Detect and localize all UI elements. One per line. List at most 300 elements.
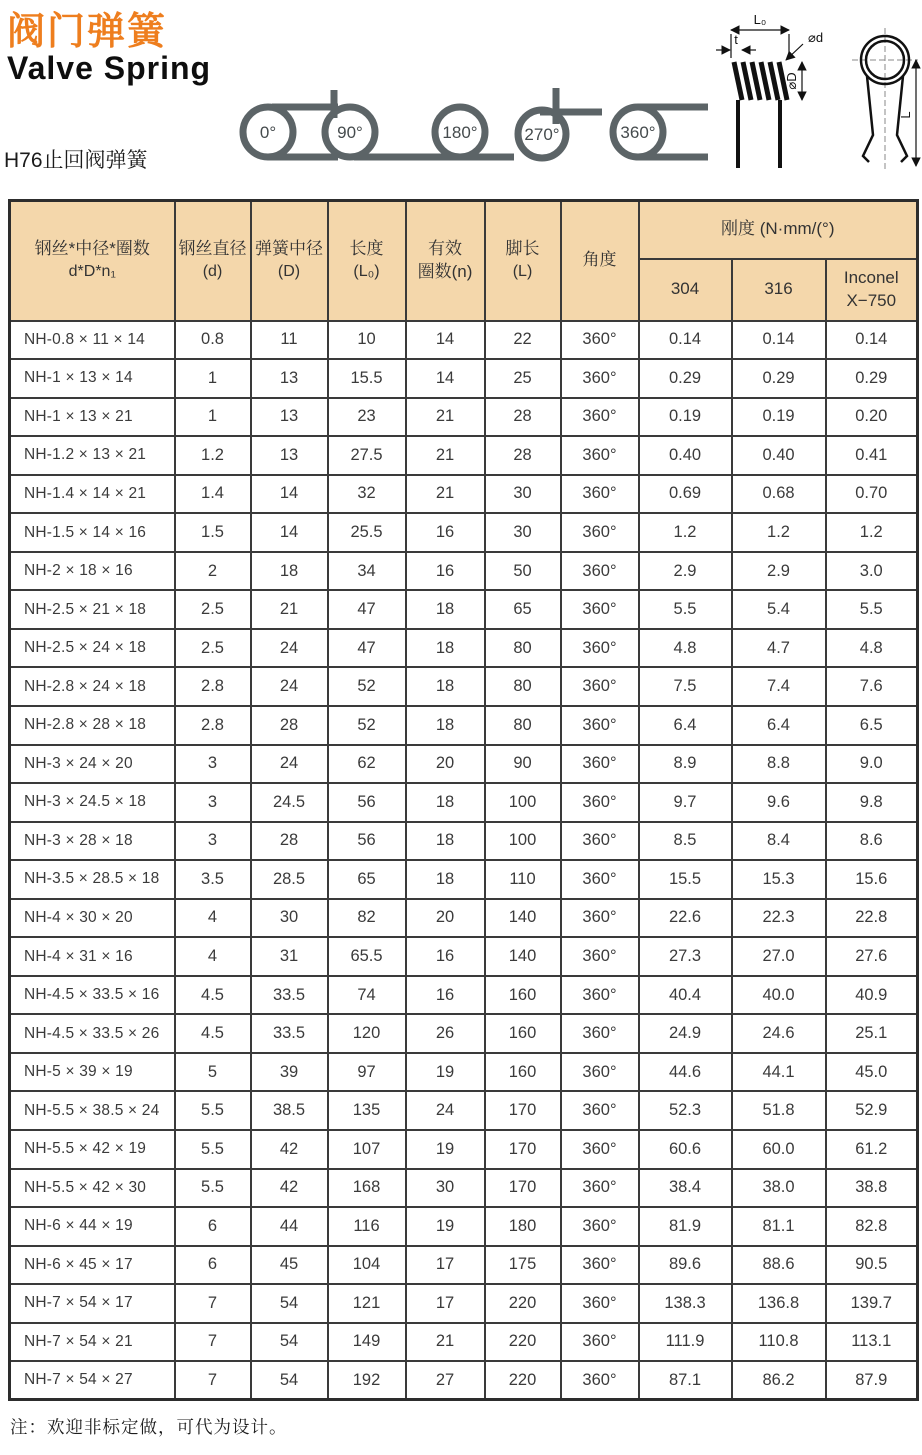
model-cell: NH-3 × 28 × 18 — [10, 822, 175, 861]
table-row — [10, 1091, 918, 1130]
value-cell: 30 — [485, 513, 561, 552]
value-cell: 2.8 — [175, 706, 251, 745]
value-cell: 110.8 — [732, 1323, 826, 1362]
value-cell: 47 — [328, 629, 406, 668]
value-cell: 22.3 — [732, 899, 826, 938]
col-header-wire-dia-line2: (d) — [202, 263, 223, 281]
value-cell: 19 — [406, 1207, 485, 1246]
value-cell: 360° — [561, 745, 639, 784]
value-cell: 360° — [561, 321, 639, 360]
value-cell: 24 — [251, 745, 328, 784]
value-cell: 47 — [328, 590, 406, 629]
value-cell: 160 — [485, 1053, 561, 1092]
dim-d-label: ⌀d — [808, 30, 824, 45]
value-cell: 38.5 — [251, 1091, 328, 1130]
col-header-inconel-line1: Inconel — [843, 267, 899, 287]
value-cell: 44 — [251, 1207, 328, 1246]
value-cell: 21 — [406, 1323, 485, 1362]
dim-D-label: ⌀D — [784, 72, 799, 90]
model-cell: NH-5 × 39 × 19 — [10, 1053, 175, 1092]
col-header-coils-line1: 有效 — [428, 238, 462, 258]
value-cell: 8.4 — [732, 822, 826, 861]
value-cell: 13 — [251, 398, 328, 437]
col-header-angle: 角度 — [561, 201, 639, 321]
value-cell: 9.8 — [826, 783, 918, 822]
value-cell: 360° — [561, 629, 639, 668]
value-cell: 4.5 — [175, 976, 251, 1015]
angle-label: 90° — [337, 123, 363, 142]
col-header-mean-dia-line2: (D) — [277, 263, 301, 281]
table-row — [10, 1361, 918, 1400]
value-cell: 21 — [406, 436, 485, 475]
value-cell: 3 — [175, 822, 251, 861]
value-cell: 17 — [406, 1284, 485, 1323]
value-cell: 27.3 — [639, 937, 732, 976]
model-cell: NH-2.5 × 21 × 18 — [10, 590, 175, 629]
value-cell: 54 — [251, 1323, 328, 1362]
value-cell: 2.8 — [175, 667, 251, 706]
value-cell: 14 — [406, 359, 485, 398]
value-cell: 0.19 — [732, 398, 826, 437]
value-cell: 38.8 — [826, 1169, 918, 1208]
value-cell: 8.9 — [639, 745, 732, 784]
model-cell: NH-1 × 13 × 14 — [10, 359, 175, 398]
model-cell: NH-2.8 × 28 × 18 — [10, 706, 175, 745]
value-cell: 90.5 — [826, 1246, 918, 1285]
value-cell: 89.6 — [639, 1246, 732, 1285]
value-cell: 54 — [251, 1361, 328, 1400]
value-cell: 100 — [485, 783, 561, 822]
value-cell: 0.14 — [826, 321, 918, 360]
col-header-model-line1: 钢丝*中径*圈数 — [34, 239, 150, 259]
value-cell: 15.6 — [826, 860, 918, 899]
value-cell: 0.14 — [639, 321, 732, 360]
value-cell: 5.4 — [732, 590, 826, 629]
value-cell: 28 — [485, 398, 561, 437]
value-cell: 160 — [485, 976, 561, 1015]
spring-technical-drawing — [700, 0, 922, 185]
value-cell: 5.5 — [175, 1169, 251, 1208]
value-cell: 45.0 — [826, 1053, 918, 1092]
table-row — [10, 899, 918, 938]
value-cell: 360° — [561, 1246, 639, 1285]
col-header-stiffness-group: 刚度 (N·mm/(°) — [639, 201, 918, 259]
value-cell: 1.5 — [175, 513, 251, 552]
value-cell: 0.68 — [732, 475, 826, 514]
table-row — [10, 1246, 918, 1285]
value-cell: 44.1 — [732, 1053, 826, 1092]
dim-L-label: L — [898, 111, 913, 119]
model-cell: NH-6 × 44 × 19 — [10, 1207, 175, 1246]
value-cell: 0.29 — [639, 359, 732, 398]
series-label: H76止回阀弹簧 — [4, 149, 148, 172]
table-row — [10, 475, 918, 514]
value-cell: 139.7 — [826, 1284, 918, 1323]
col-header-leg-length — [485, 201, 561, 321]
value-cell: 360° — [561, 783, 639, 822]
value-cell: 80 — [485, 706, 561, 745]
value-cell: 24 — [251, 667, 328, 706]
value-cell: 19 — [406, 1053, 485, 1092]
value-cell: 22 — [485, 321, 561, 360]
value-cell: 1 — [175, 398, 251, 437]
col-header-length-line1: 长度 — [349, 239, 384, 259]
value-cell: 87.1 — [639, 1361, 732, 1400]
value-cell: 15.5 — [328, 359, 406, 398]
value-cell: 360° — [561, 513, 639, 552]
value-cell: 104 — [328, 1246, 406, 1285]
value-cell: 168 — [328, 1169, 406, 1208]
value-cell: 360° — [561, 475, 639, 514]
value-cell: 1.2 — [732, 513, 826, 552]
value-cell: 0.20 — [826, 398, 918, 437]
value-cell: 7 — [175, 1323, 251, 1362]
value-cell: 0.29 — [732, 359, 826, 398]
value-cell: 9.0 — [826, 745, 918, 784]
value-cell: 38.4 — [639, 1169, 732, 1208]
value-cell: 4.8 — [639, 629, 732, 668]
value-cell: 32 — [328, 475, 406, 514]
value-cell: 149 — [328, 1323, 406, 1362]
value-cell: 3 — [175, 745, 251, 784]
table-row — [10, 590, 918, 629]
value-cell: 220 — [485, 1284, 561, 1323]
value-cell: 0.14 — [732, 321, 826, 360]
table-row — [10, 706, 918, 745]
model-cell: NH-1 × 13 × 21 — [10, 398, 175, 437]
value-cell: 52 — [328, 706, 406, 745]
value-cell: 3.5 — [175, 860, 251, 899]
col-header-leg-length-line2: (L) — [512, 263, 533, 281]
value-cell: 7.4 — [732, 667, 826, 706]
value-cell: 28 — [251, 706, 328, 745]
value-cell: 18 — [406, 667, 485, 706]
table-row — [10, 436, 918, 475]
value-cell: 33.5 — [251, 1014, 328, 1053]
value-cell: 60.0 — [732, 1130, 826, 1169]
value-cell: 3.0 — [826, 552, 918, 591]
value-cell: 24.5 — [251, 783, 328, 822]
value-cell: 13 — [251, 436, 328, 475]
value-cell: 80 — [485, 667, 561, 706]
value-cell: 113.1 — [826, 1323, 918, 1362]
value-cell: 24.6 — [732, 1014, 826, 1053]
model-cell: NH-7 × 54 × 27 — [10, 1361, 175, 1400]
table-row — [10, 783, 918, 822]
col-header-mean-dia — [251, 201, 328, 321]
table-row — [10, 937, 918, 976]
col-header-inconel-line2: X−750 — [846, 290, 897, 310]
value-cell: 22.8 — [826, 899, 918, 938]
table-row — [10, 1053, 918, 1092]
table-row — [10, 321, 918, 360]
value-cell: 6.4 — [639, 706, 732, 745]
model-cell: NH-5.5 × 38.5 × 24 — [10, 1091, 175, 1130]
table-row — [10, 1284, 918, 1323]
value-cell: 65 — [328, 860, 406, 899]
value-cell: 27.0 — [732, 937, 826, 976]
value-cell: 7 — [175, 1284, 251, 1323]
value-cell: 360° — [561, 1361, 639, 1400]
value-cell: 100 — [485, 822, 561, 861]
value-cell: 39 — [251, 1053, 328, 1092]
value-cell: 54 — [251, 1284, 328, 1323]
value-cell: 175 — [485, 1246, 561, 1285]
value-cell: 5.5 — [175, 1091, 251, 1130]
value-cell: 21 — [251, 590, 328, 629]
value-cell: 52 — [328, 667, 406, 706]
value-cell: 13 — [251, 359, 328, 398]
table-row — [10, 1014, 918, 1053]
value-cell: 3 — [175, 783, 251, 822]
value-cell: 82 — [328, 899, 406, 938]
angle-label: 180° — [442, 123, 478, 142]
value-cell: 24 — [406, 1091, 485, 1130]
col-header-length-line2: (L₀) — [353, 263, 380, 281]
value-cell: 160 — [485, 1014, 561, 1053]
value-cell: 1 — [175, 359, 251, 398]
model-cell: NH-4 × 31 × 16 — [10, 937, 175, 976]
value-cell: 81.1 — [732, 1207, 826, 1246]
value-cell: 0.40 — [639, 436, 732, 475]
value-cell: 42 — [251, 1169, 328, 1208]
value-cell: 116 — [328, 1207, 406, 1246]
value-cell: 56 — [328, 822, 406, 861]
value-cell: 30 — [406, 1169, 485, 1208]
value-cell: 18 — [251, 552, 328, 591]
value-cell: 82.8 — [826, 1207, 918, 1246]
spring-front-view-drawing — [852, 28, 918, 172]
value-cell: 19 — [406, 1130, 485, 1169]
col-header-wire-dia — [175, 201, 251, 321]
table-row — [10, 552, 918, 591]
value-cell: 20 — [406, 745, 485, 784]
value-cell: 21 — [406, 475, 485, 514]
value-cell: 22.6 — [639, 899, 732, 938]
value-cell: 25.1 — [826, 1014, 918, 1053]
value-cell: 50 — [485, 552, 561, 591]
value-cell: 5.5 — [826, 590, 918, 629]
table-row — [10, 398, 918, 437]
col-header-coils — [406, 201, 485, 321]
value-cell: 24 — [251, 629, 328, 668]
value-cell: 360° — [561, 667, 639, 706]
table-row — [10, 822, 918, 861]
value-cell: 4 — [175, 899, 251, 938]
table-row — [10, 1323, 918, 1362]
value-cell: 4 — [175, 937, 251, 976]
value-cell: 16 — [406, 937, 485, 976]
value-cell: 5.5 — [639, 590, 732, 629]
value-cell: 10 — [328, 321, 406, 360]
value-cell: 40.4 — [639, 976, 732, 1015]
angle-label: 0° — [259, 123, 277, 142]
value-cell: 87.9 — [826, 1361, 918, 1400]
value-cell: 26 — [406, 1014, 485, 1053]
value-cell: 74 — [328, 976, 406, 1015]
value-cell: 16 — [406, 976, 485, 1015]
value-cell: 6.5 — [826, 706, 918, 745]
value-cell: 136.8 — [732, 1284, 826, 1323]
value-cell: 135 — [328, 1091, 406, 1130]
spring-angle-270-icon — [494, 88, 606, 170]
value-cell: 0.70 — [826, 475, 918, 514]
value-cell: 25 — [485, 359, 561, 398]
spring-angle-360-icon — [602, 88, 714, 170]
value-cell: 18 — [406, 629, 485, 668]
value-cell: 170 — [485, 1169, 561, 1208]
value-cell: 81.9 — [639, 1207, 732, 1246]
value-cell: 8.8 — [732, 745, 826, 784]
value-cell: 25.5 — [328, 513, 406, 552]
value-cell: 2.5 — [175, 590, 251, 629]
model-cell: NH-2 × 18 × 16 — [10, 552, 175, 591]
model-cell: NH-7 × 54 × 21 — [10, 1323, 175, 1362]
col-header-wire-dia-line1: 钢丝直径 — [178, 239, 247, 259]
value-cell: 40.0 — [732, 976, 826, 1015]
spec-table-body — [10, 321, 918, 1400]
col-header-mean-dia-line1: 弹簧中径 — [255, 239, 323, 259]
col-header-304: 304 — [639, 259, 732, 321]
value-cell: 18 — [406, 590, 485, 629]
value-cell: 110 — [485, 860, 561, 899]
value-cell: 360° — [561, 1169, 639, 1208]
value-cell: 33.5 — [251, 976, 328, 1015]
value-cell: 97 — [328, 1053, 406, 1092]
value-cell: 360° — [561, 976, 639, 1015]
model-cell: NH-0.8 × 11 × 14 — [10, 321, 175, 360]
value-cell: 220 — [485, 1361, 561, 1400]
value-cell: 360° — [561, 1284, 639, 1323]
value-cell: 360° — [561, 1014, 639, 1053]
value-cell: 138.3 — [639, 1284, 732, 1323]
value-cell: 42 — [251, 1130, 328, 1169]
value-cell: 111.9 — [639, 1323, 732, 1362]
value-cell: 360° — [561, 1053, 639, 1092]
value-cell: 4.5 — [175, 1014, 251, 1053]
value-cell: 9.6 — [732, 783, 826, 822]
value-cell: 52.9 — [826, 1091, 918, 1130]
value-cell: 360° — [561, 1091, 639, 1130]
value-cell: 65.5 — [328, 937, 406, 976]
value-cell: 1.2 — [826, 513, 918, 552]
value-cell: 360° — [561, 822, 639, 861]
table-row — [10, 745, 918, 784]
value-cell: 0.41 — [826, 436, 918, 475]
value-cell: 120 — [328, 1014, 406, 1053]
page-title-zh: 阀门弹簧 — [7, 11, 168, 53]
model-cell: NH-4.5 × 33.5 × 26 — [10, 1014, 175, 1053]
angle-label: 270° — [524, 125, 560, 144]
value-cell: 27.5 — [328, 436, 406, 475]
col-header-coils-line2: 圈数(n) — [417, 261, 473, 281]
value-cell: 90 — [485, 745, 561, 784]
value-cell: 1.2 — [639, 513, 732, 552]
value-cell: 27.6 — [826, 937, 918, 976]
value-cell: 360° — [561, 359, 639, 398]
model-cell: NH-5.5 × 42 × 19 — [10, 1130, 175, 1169]
value-cell: 360° — [561, 860, 639, 899]
spec-table — [8, 199, 919, 1401]
value-cell: 14 — [406, 321, 485, 360]
value-cell: 0.40 — [732, 436, 826, 475]
value-cell: 2.5 — [175, 629, 251, 668]
model-cell: NH-1.4 × 14 × 21 — [10, 475, 175, 514]
table-row — [10, 976, 918, 1015]
model-cell: NH-2.5 × 24 × 18 — [10, 629, 175, 668]
value-cell: 0.19 — [639, 398, 732, 437]
value-cell: 6 — [175, 1207, 251, 1246]
table-row — [10, 629, 918, 668]
value-cell: 86.2 — [732, 1361, 826, 1400]
value-cell: 56 — [328, 783, 406, 822]
value-cell: 15.5 — [639, 860, 732, 899]
value-cell: 18 — [406, 706, 485, 745]
value-cell: 51.8 — [732, 1091, 826, 1130]
value-cell: 7 — [175, 1361, 251, 1400]
model-cell: NH-4 × 30 × 20 — [10, 899, 175, 938]
value-cell: 2.9 — [732, 552, 826, 591]
value-cell: 7.6 — [826, 667, 918, 706]
value-cell: 28.5 — [251, 860, 328, 899]
model-cell: NH-5.5 × 42 × 30 — [10, 1169, 175, 1208]
value-cell: 360° — [561, 1323, 639, 1362]
table-row — [10, 513, 918, 552]
value-cell: 220 — [485, 1323, 561, 1362]
dim-t-label: t — [734, 32, 738, 47]
value-cell: 360° — [561, 1130, 639, 1169]
value-cell: 24.9 — [639, 1014, 732, 1053]
value-cell: 15.3 — [732, 860, 826, 899]
value-cell: 9.7 — [639, 783, 732, 822]
value-cell: 360° — [561, 590, 639, 629]
value-cell: 192 — [328, 1361, 406, 1400]
value-cell: 6 — [175, 1246, 251, 1285]
value-cell: 4.8 — [826, 629, 918, 668]
model-cell: NH-3.5 × 28.5 × 18 — [10, 860, 175, 899]
value-cell: 360° — [561, 899, 639, 938]
footer-note: 注：欢迎非标定做，可代为设计。 — [10, 1417, 288, 1437]
value-cell: 180 — [485, 1207, 561, 1246]
table-row — [10, 1130, 918, 1169]
value-cell: 52.3 — [639, 1091, 732, 1130]
value-cell: 27 — [406, 1361, 485, 1400]
table-row — [10, 1207, 918, 1246]
table-row — [10, 667, 918, 706]
col-header-model-line2: d*D*n₁ — [68, 263, 116, 281]
value-cell: 360° — [561, 706, 639, 745]
value-cell: 34 — [328, 552, 406, 591]
model-cell: NH-4.5 × 33.5 × 16 — [10, 976, 175, 1015]
model-cell: NH-1.2 × 13 × 21 — [10, 436, 175, 475]
spec-table-header — [10, 201, 918, 321]
value-cell: 18 — [406, 860, 485, 899]
value-cell: 23 — [328, 398, 406, 437]
value-cell: 16 — [406, 552, 485, 591]
value-cell: 44.6 — [639, 1053, 732, 1092]
value-cell: 170 — [485, 1091, 561, 1130]
value-cell: 170 — [485, 1130, 561, 1169]
value-cell: 8.5 — [639, 822, 732, 861]
value-cell: 140 — [485, 899, 561, 938]
value-cell: 88.6 — [732, 1246, 826, 1285]
col-header-leg-length-line1: 脚长 — [505, 239, 540, 259]
value-cell: 7.5 — [639, 667, 732, 706]
table-row — [10, 1169, 918, 1208]
value-cell: 0.29 — [826, 359, 918, 398]
spring-side-view-drawing — [716, 12, 823, 168]
value-cell: 14 — [251, 475, 328, 514]
